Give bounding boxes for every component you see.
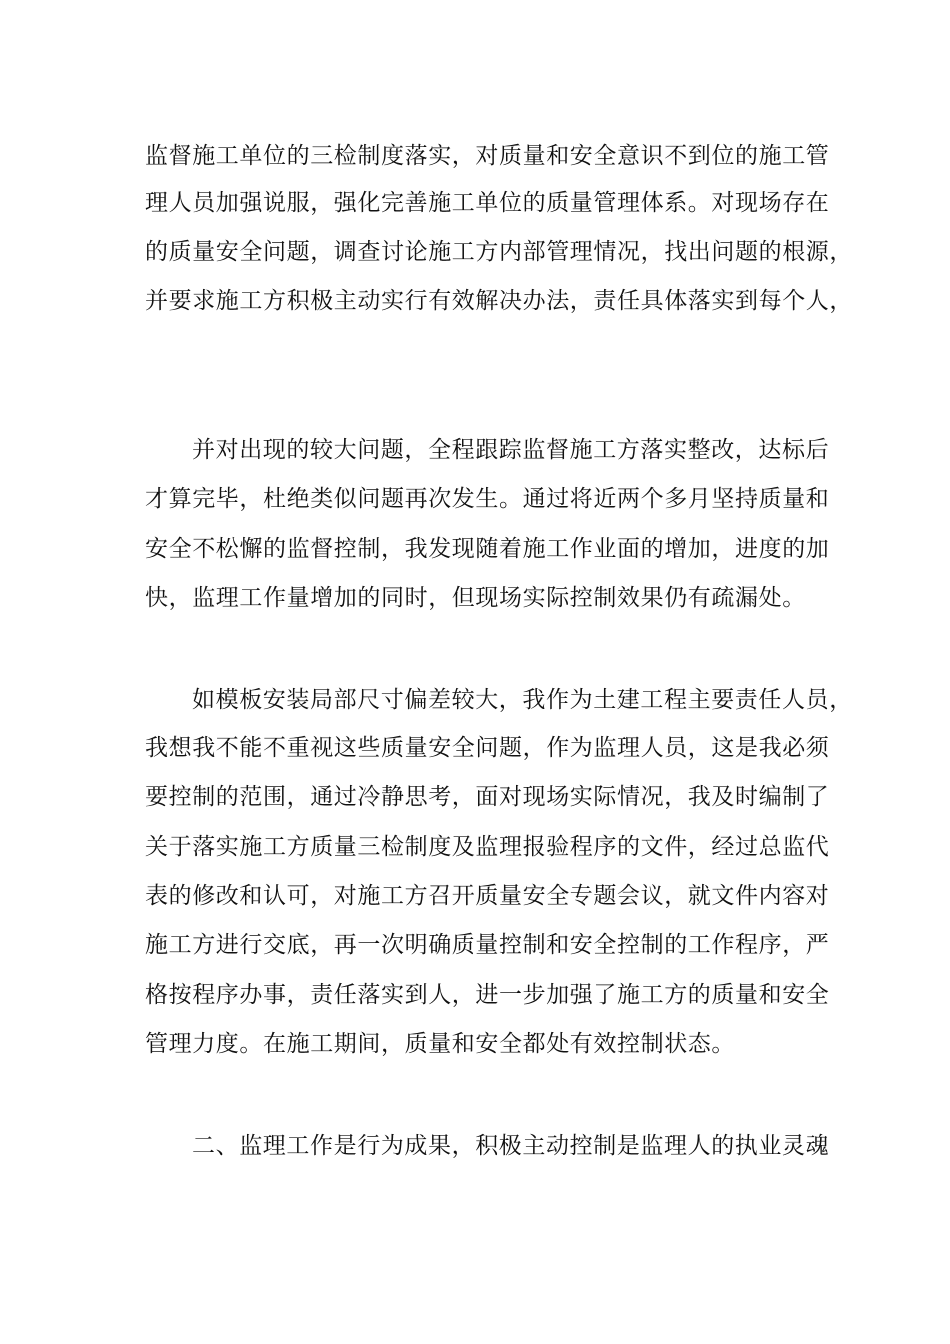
paragraph-2-line-2: 才算完毕，杜绝类似问题再次发生。通过将近两个多月坚持质量和 — [145, 486, 830, 512]
paragraph-3-line-3: 要控制的范围，通过冷静思考，面对现场实际情况，我及时编制了 — [145, 784, 830, 810]
paragraph-1-line-2: 理人员加强说服，强化完善施工单位的质量管理体系。对现场存在 — [145, 190, 830, 216]
paragraph-2-line-1: 并对出现的较大问题，全程跟踪监督施工方落实整改，达标后 — [192, 437, 830, 463]
paragraph-2-line-4: 快，监理工作量增加的同时，但现场实际控制效果仍有疏漏处。 — [145, 585, 806, 611]
paragraph-3-line-7: 格按程序办事，责任落实到人，进一步加强了施工方的质量和安全 — [145, 982, 830, 1008]
paragraph-3-line-5: 表的修改和认可，对施工方召开质量安全专题会议，就文件内容对 — [145, 883, 830, 909]
paragraph-2-line-3: 安全不松懈的监督控制，我发现随着施工作业面的增加，进度的加 — [145, 536, 830, 562]
paragraph-3-line-1: 如模板安装局部尺寸偏差较大，我作为土建工程主要责任人员， — [192, 687, 853, 713]
paragraph-1-line-1: 监督施工单位的三检制度落实，对质量和安全意识不到位的施工管 — [145, 143, 830, 169]
paragraph-3-line-2: 我想我不能不重视这些质量安全问题，作为监理人员，这是我必须 — [145, 735, 830, 761]
paragraph-1-line-3: 的质量安全问题，调查讨论施工方内部管理情况，找出问题的根源， — [145, 239, 853, 265]
section-heading: 二、监理工作是行为成果，积极主动控制是监理人的执业灵魂 — [192, 1133, 830, 1159]
paragraph-3-line-8: 管理力度。在施工期间，质量和安全都处有效控制状态。 — [145, 1031, 735, 1057]
paragraph-3-line-6: 施工方进行交底，再一次明确质量控制和安全控制的工作程序，严 — [145, 932, 830, 958]
paragraph-1-line-4: 并要求施工方积极主动实行有效解决办法，责任具体落实到每个人， — [145, 288, 853, 314]
paragraph-3-line-4: 关于落实施工方质量三检制度及监理报验程序的文件，经过总监代 — [145, 834, 830, 860]
